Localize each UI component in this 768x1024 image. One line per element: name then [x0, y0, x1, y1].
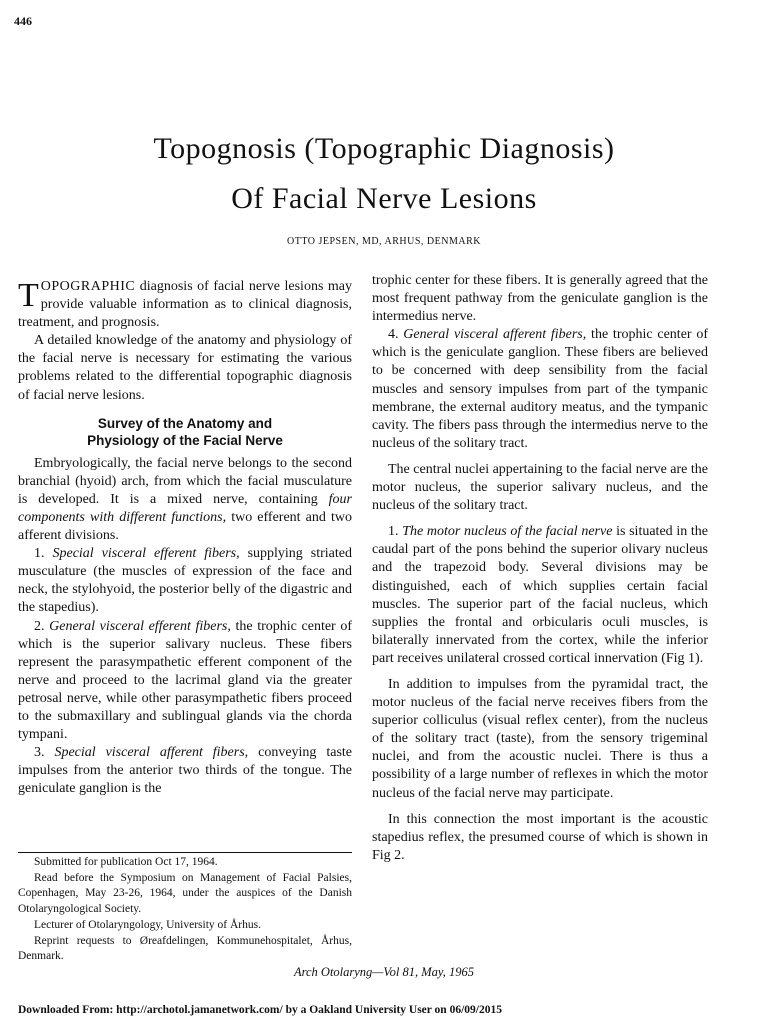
footnote: Submitted for publication Oct 17, 1964. — [34, 856, 218, 868]
italic-run: four components with different functions, — [18, 491, 352, 525]
intro-text: diagnosis of facial nerve lesions may provide valuable information as to clinical diagnosis, treatment, and prognosis. — [18, 279, 352, 331]
list-paragraph — [18, 744, 352, 798]
intro-caps: OPOGRAPHIC — [40, 279, 136, 294]
italic-run: The motor nucleus of the facial nerve — [402, 524, 613, 540]
footnote: Read before the Symposium on Management of Facial Palsies, Copenhagen, May 23-26, 1964, under the auspices of the Danish Otolaryngological Society. — [18, 871, 352, 916]
italic-run: Special visceral afferent fibers, — [54, 745, 249, 761]
list-number: 2. — [34, 618, 50, 634]
list-number: 3. — [34, 745, 55, 761]
paragraph: In this connection the most important is the acoustic stapedius reflex, the presumed course of which is shown in Fig 2. — [372, 811, 708, 863]
text-run: supplying striated musculature (the muscles of expression of the face and neck, the stylohyoid, the posterior belly of the digastric and the stapedius). — [18, 546, 352, 616]
drop-cap: T — [18, 277, 39, 314]
text-run: the trophic center of which is the superior salivary nucleus. These fibers represent the parasympathetic efferent component of the nerve and proceed to the lacrimal gland via the greater petrosal nerve, while other parasympathetic fibers proceed to the submaxillary and sublingual glands via the chorda tympani. — [18, 618, 352, 743]
text-run: conveying taste impulses from the anterior two thirds of the tongue. The geniculate ganglion is the — [18, 745, 352, 797]
italic-run: General visceral afferent fibers, — [403, 327, 587, 343]
paragraph: The central nuclei appertaining to the facial nerve are the motor nucleus, the superior salivary nucleus, and the nucleus of the solitary tract. — [372, 461, 708, 514]
footnote: Lecturer of Otolaryngology, University of Århus. — [34, 918, 261, 931]
journal-citation: Arch Otolaryng—Vol 81, May, 1965 — [293, 965, 475, 979]
paragraph: A detailed knowledge of the anatomy and physiology of the facial nerve is necessary for estimating the various problems related to the differential topographic diagnosis of facial nerve lesions. — [18, 333, 352, 403]
italic-run: Special visceral efferent fibers, — [52, 546, 240, 562]
list-number: 4. — [388, 327, 404, 343]
text-run: two efferent and two afferent divisions. — [18, 509, 352, 544]
footnotes — [18, 852, 352, 965]
paragraph — [18, 455, 352, 545]
section-heading-line-1: Survey of the Anatomy and — [97, 415, 273, 431]
list-paragraph — [372, 326, 708, 453]
section-heading — [18, 415, 352, 449]
intro-paragraph — [18, 278, 352, 332]
text-run: Embryologically, the facial nerve belongs to the second branchial (hyoid) arch, from which the facial musculature is developed. It is a mixed nerve, containing — [18, 455, 352, 507]
italic-run: General visceral efferent fibers, — [49, 618, 231, 634]
right-column — [372, 272, 708, 865]
list-paragraph — [18, 545, 352, 617]
list-number: 1. — [34, 546, 53, 562]
section-heading-line-2: Physiology of the Facial Nerve — [87, 432, 283, 448]
list-number: 1. — [388, 524, 403, 540]
article-title-line-2: Of Facial Nerve Lesions — [231, 182, 537, 215]
article-title-line-1: Topognosis (Topographic Diagnosis) — [153, 132, 615, 165]
paragraph: trophic center for these fibers. It is generally agreed that the most frequent pathway from the geniculate ganglion is the intermedius nerve. — [372, 273, 708, 325]
footnote: Reprint requests to Øreafdelingen, Kommunehospitalet, Århus, Denmark. — [18, 934, 352, 963]
list-paragraph — [18, 618, 352, 745]
list-paragraph — [372, 523, 708, 668]
download-notice: Downloaded From: http://archotol.jamanetwork.com/ by a Oakland University User on 06/09/2015 — [18, 1004, 502, 1016]
paragraph: In addition to impulses from the pyramidal tract, the motor nucleus of the facial nerve receives fibers from the superior colliculus (visual reflex center), from the nucleus of the solitary tract (taste), from the sensory trigeminal nuclei, and from the acoustic nuclei. There is thus a possibility of a large number of reflexes in which the motor nucleus of the facial nerve may participate. — [372, 676, 708, 801]
left-column — [18, 272, 352, 798]
page-number: 446 — [14, 14, 32, 28]
text-run: is situated in the caudal part of the pons behind the superior olivary nucleus and the trapezoid body. Several divisions may be distinguished, each of which supplies certain facial muscles. The superior part of the facial nucleus, which supplies the frontal and orbicularis oculi muscles, is bilaterally innervated from the cortex, while the inferior part receives unilateral crossed cortical innervation (Fig 1). — [372, 524, 708, 666]
author-byline: OTTO JEPSEN, MD, ARHUS, DENMARK — [287, 236, 481, 247]
text-run: the trophic center of which is the geniculate ganglion. These fibers are believed to be concerned with deep sensibility from the facial muscles and sensory impulses from part of the tympanic membrane, the external auditory meatus, and the tympanic cavity. The fibers pass through the intermedius nerve to the nucleus of the solitary tract. — [372, 327, 709, 451]
